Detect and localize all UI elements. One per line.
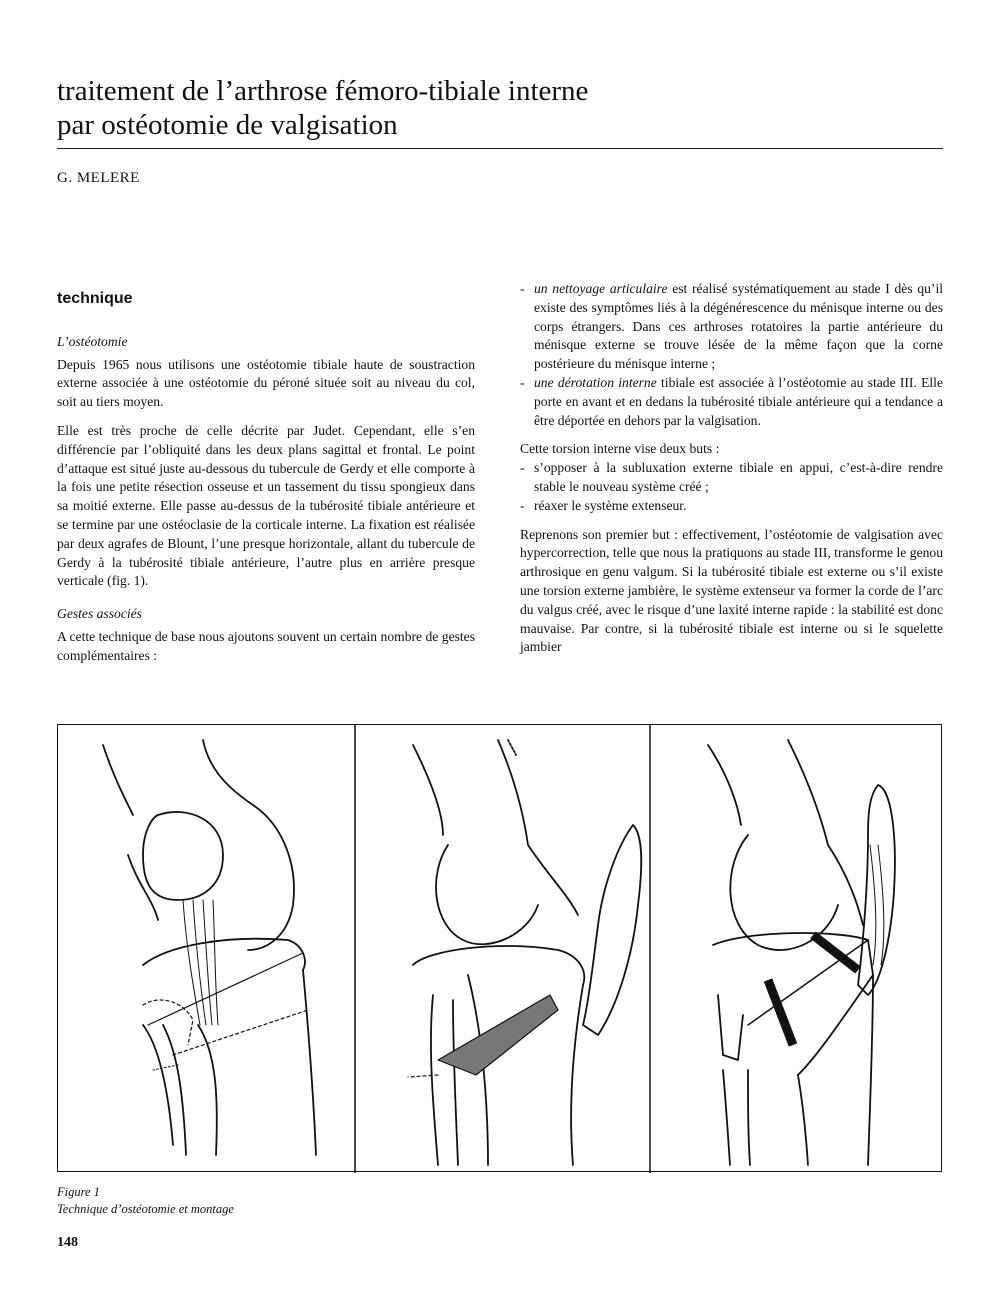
patella-3 [858,785,895,995]
femur3-posterior-edge [708,745,741,825]
figure-1-frame [57,724,942,1172]
patella-2 [583,825,641,1035]
page-number: 148 [57,1235,78,1250]
paragraph-reprenons: Reprenons son premier but : effectivement, l’ostéotomie de valgisation avec hypercorrection, telle que nous la pratiquons au stade III, transforme le genou arthrosique en genu valgum. Si la tubérosité tibiale est externe ou s’il existe une torsion externe jambière, le système extenseur va former la corde de l’arc du valgus créé, avec le risque d’une laxité interne rapide : la stabilité est donc mauvaise. Par contre, si la tubérosité tibiale est interne ou si le squelette jambier [520,526,943,655]
femur3-anterior-edge [788,740,863,925]
knee-illustrations [58,725,943,1173]
panel-lateral-view [408,740,641,1165]
list-item-nettoyage [520,280,943,374]
paragraph-gestes: A cette technique de base nous ajoutons souvent un certain nombre de gestes complémentaires : [57,628,475,663]
list-item-derotation-text: tibiale est associée à l’ostéotomie au stade III. Elle porte en avant et en dedans la tubérosité tibiale antérieure qui a tendance a être déportée en dehors par la valgisation. [534,374,943,428]
paragraph-torsion: Cette torsion interne vise deux buts : [520,441,720,457]
patellar-tendon-3 [870,845,884,965]
fibula-cut-2 [408,1075,438,1077]
osteotomy-line [148,953,303,1025]
list-item-derotation [520,374,943,430]
fibula-shaft-left [143,1025,173,1145]
list-item-derotation-em: une dérotation interne [534,374,657,390]
paragraph-intro: Depuis 1965 nous utilisons une ostéotomie tibiale haute de soustraction externe associée à une ostéotomie du péroné située soit au niveau du col, soit au tiers moyen. [57,356,475,410]
paragraph-judet: Elle est très proche de celle décrite par Judet. Cependant, elle s’en différencie par l’obliquité dans les deux plans sagittal et frontal. Le point d’attaque est situé juste au-dessous du tubercule de Gerdy et elle comporte à la fois une petite résection osseuse et un tassement du tissu spongieux dans sa moitié externe. Elle passe au-dessus de la tubérosité tibiale antérieure et se termine par une ostéoclasie de la corticale interne. La fixation est réalisée par deux agrafes de Blount, l’une presque horizontale, allant du tubercule de Gerdy à la tubérosité tibiale antérieure, l’autre plus en arrière presque verticale (fig. 1). [57,422,475,589]
left-column [57,290,475,666]
figure-label: Figure 1 [57,1185,100,1199]
tibia-shaft-3 [798,975,873,1165]
tibial-plateau [143,939,305,970]
fibula-head-3 [718,995,743,1060]
femoral-condyle-2 [436,845,538,944]
fibula-2 [431,995,458,1165]
title-line-1: traitement de l’arthrose fémoro-tibiale interne [57,75,589,107]
resection-dashed [173,1010,308,1055]
fibula-shaft-3 [723,1070,750,1165]
screw-hatched [438,995,558,1075]
figure-caption: Technique d’ostéotomie et montage [57,1202,234,1216]
fibula-cut-marks [153,1065,178,1070]
femur2-anterior-edge [498,740,578,915]
gestes-list [520,280,943,430]
femur2-mark [508,740,516,755]
tibia-shaft-left [198,1025,217,1155]
tibia-shaft-right [303,970,316,1155]
subheading-gestes-associes: Gestes associés [57,606,142,622]
list-item-nettoyage-em: un nettoyage articulaire [534,281,668,296]
list-item-nettoyage-text: est réalisé systématiquement au stade I dès qu’il existe des symptômes liés à la dégénérescence du ménisque interne ou des corps étrangers. Dans ces arthroses rotatoires la partie antérieure du ménisque externe se trouve lésée de la même façon que la corne postérieure du ménisque interne ; [534,281,943,372]
title-line-2: par ostéotomie de valgisation [57,109,398,141]
list-item-goal-1: - s’opposer à la subluxation externe tibiale en appui, c’est-à-dire rendre stable le nouveau système créé ; [520,459,943,497]
femur2-posterior-edge [413,745,443,835]
femur-right-edge [203,740,294,950]
right-column [520,280,943,657]
goals-list [520,459,943,515]
list-item-goal-2: - réaxer le système extenseur. [520,497,943,516]
author: G. MELERE [57,170,140,186]
subheading-osteotomie: L’ostéotomie [57,333,128,349]
tibial-plateau-2 [413,946,584,985]
panel-staples-view [708,740,895,1165]
panel-frontal-view [103,740,316,1155]
staple-vertical [768,980,793,1045]
title-divider [57,148,943,149]
tibia-2 [468,975,583,1165]
section-heading-technique: technique [57,290,133,307]
article-title [57,74,937,142]
femur-left-edge [103,745,133,815]
patella-outline [143,812,223,900]
